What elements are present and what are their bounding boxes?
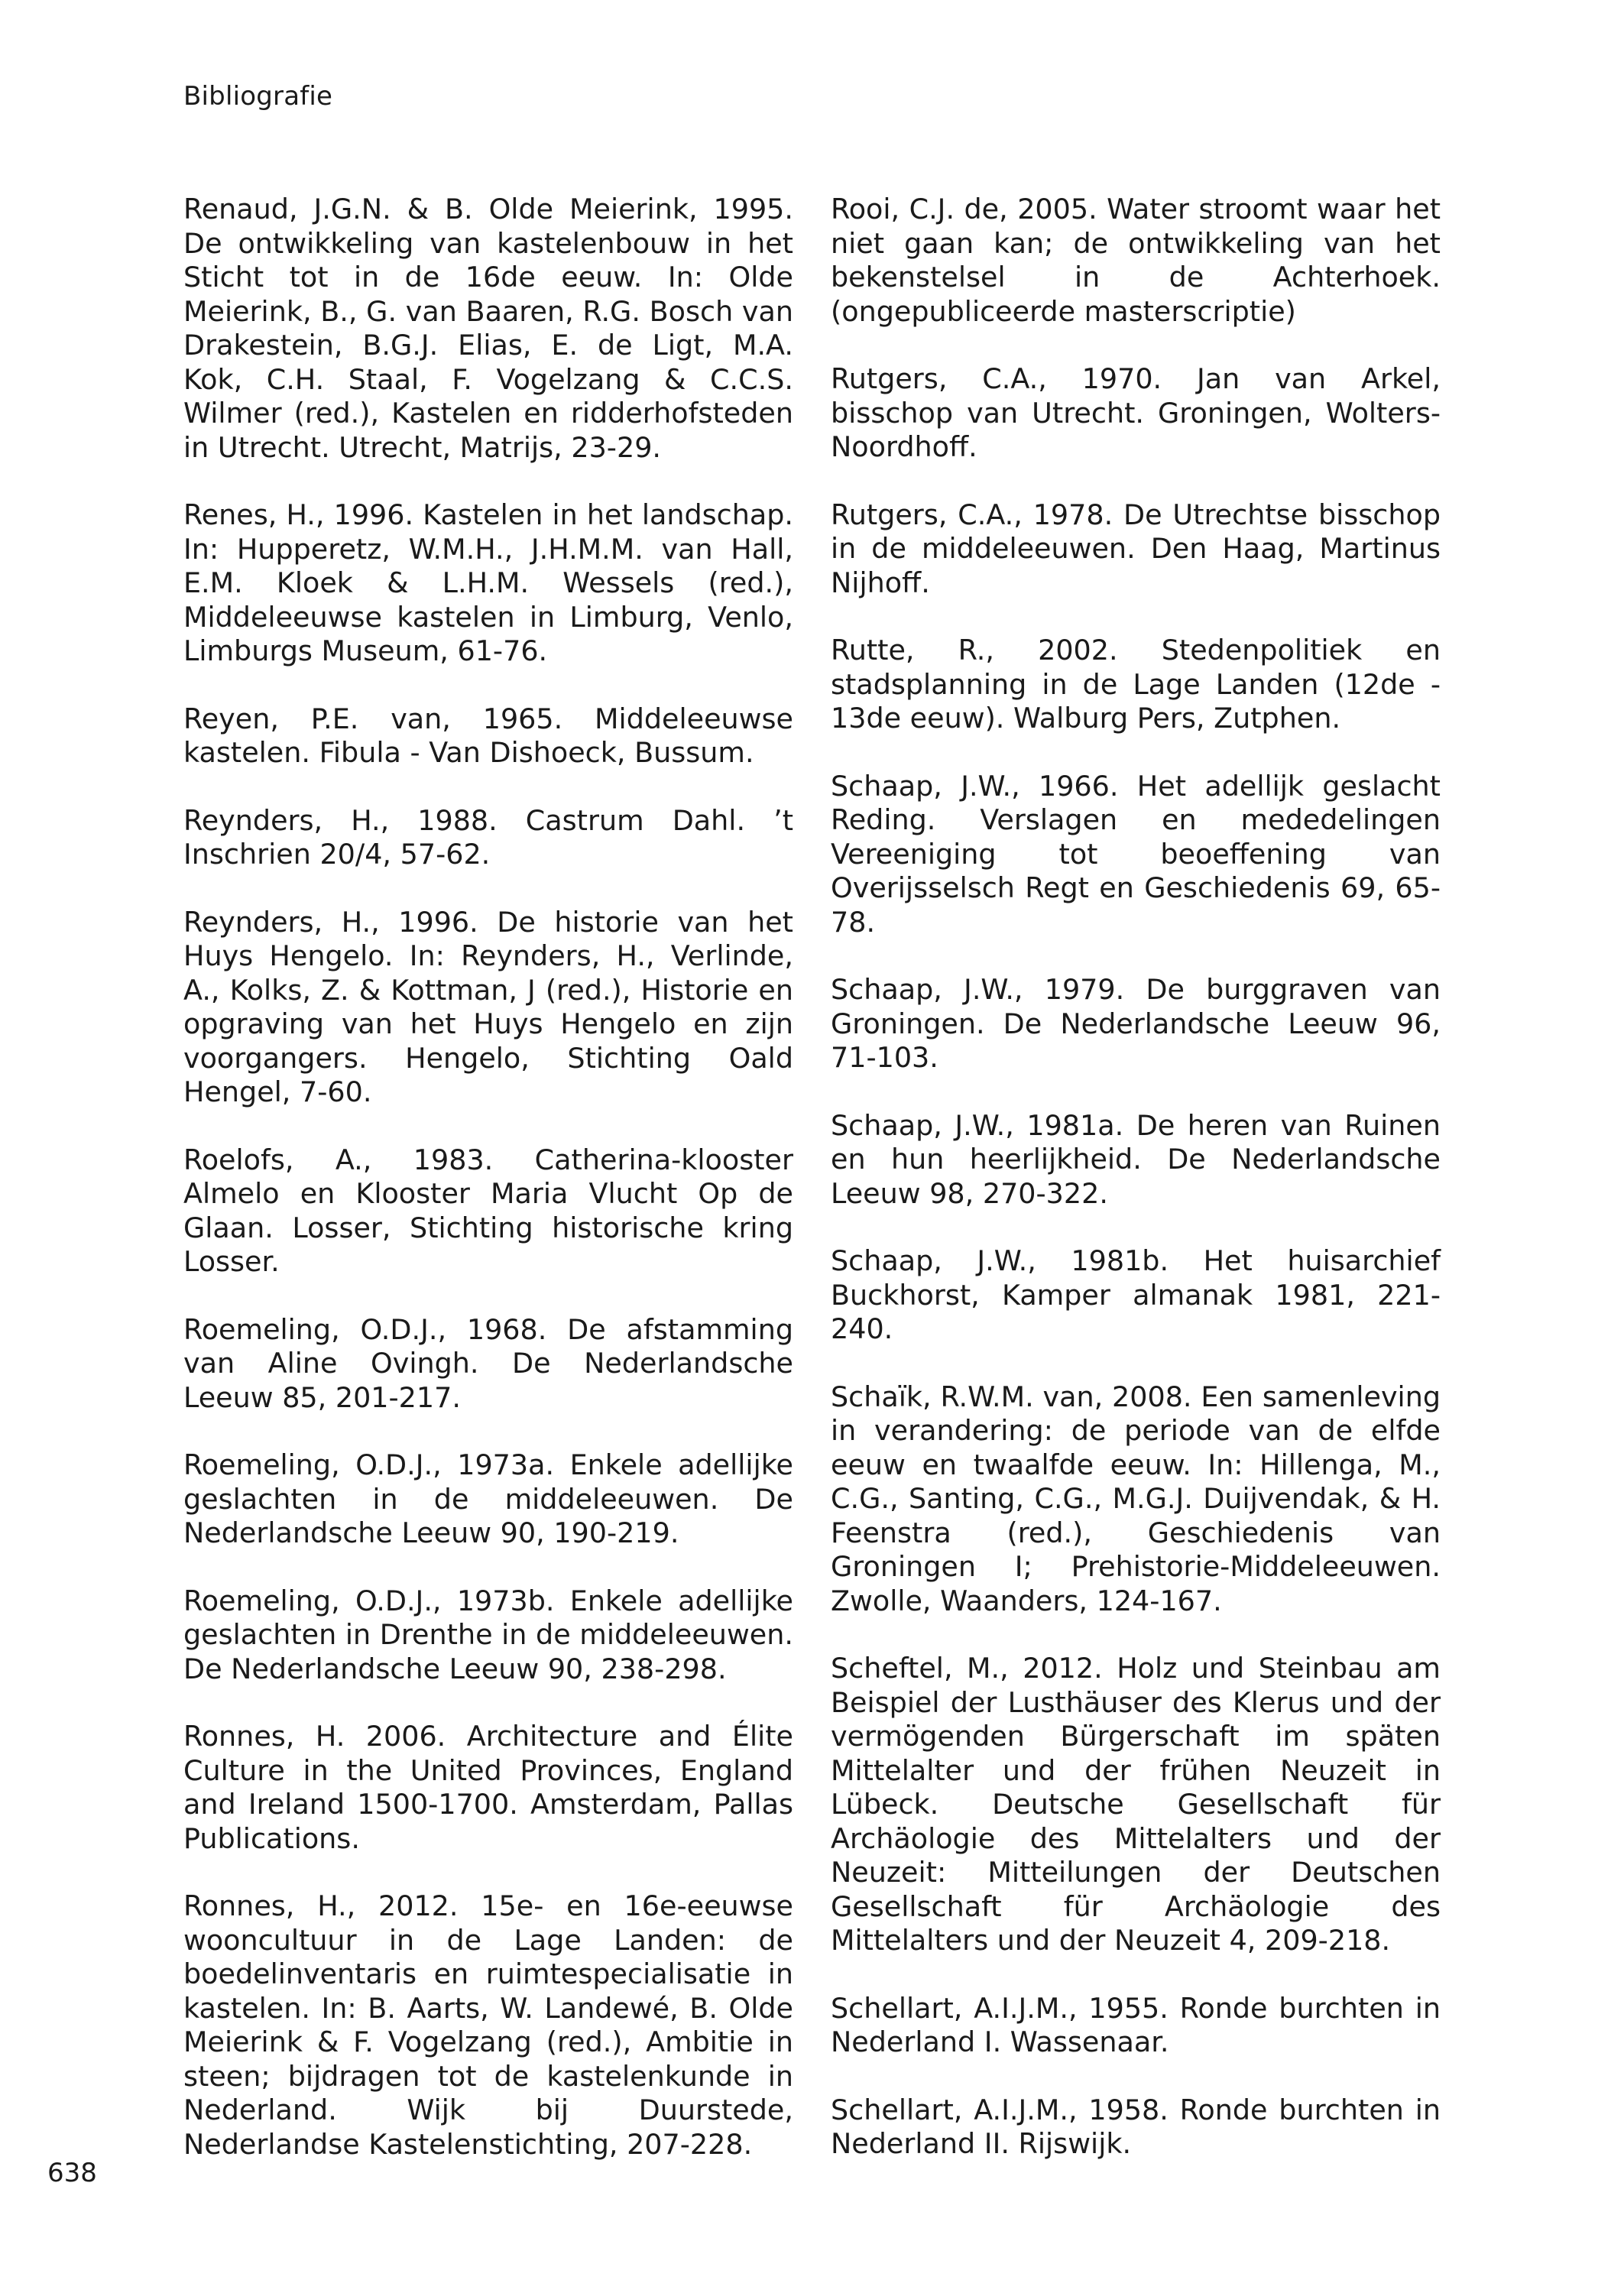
bibliography-entry: Renes, H., 1996. Kastelen in het landschap. In: Hupperetz, W.M.H., J.H.M.M. van Hall, E.M. Kloek & L.H.M. Wessels (red.), Middeleeuwse kastelen in Limburg, Venlo, Limburgs Museum, 61-76. — [183, 498, 793, 667]
bibliography-entry: Rutte, R., 2002. Stedenpolitiek en stadsplanning in de Lage Landen (12de - 13de eeuw). Walburg Pers, Zutphen. — [831, 634, 1441, 735]
bibliography-column-right — [831, 193, 1441, 2195]
bibliography-entry: Reynders, H., 1988. Castrum Dahl. ’t Inschrien 20/4, 57-62. — [183, 803, 793, 871]
bibliography-entry: Rutgers, C.A., 1978. De Utrechtse bisschop in de middeleeuwen. Den Haag, Martinus Nijhoff. — [831, 498, 1441, 599]
bibliography-entry: Rutgers, C.A., 1970. Jan van Arkel, bisschop van Utrecht. Groningen, Wolters-Noordhoff. — [831, 362, 1441, 463]
bibliography-entry: Rooi, C.J. de, 2005. Water stroomt waar het niet gaan kan; de ontwikkeling van het bekenstelsel in de Achterhoek. (ongepubliceerde masterscriptie) — [831, 193, 1441, 328]
bibliography-entry: Schaap, J.W., 1981a. De heren van Ruinen en hun heerlijkheid. De Nederlandsche Leeuw 98, 270-322. — [831, 1108, 1441, 1210]
bibliography-entry: Reyen, P.E. van, 1965. Middeleeuwse kastelen. Fibula - Van Dishoeck, Bussum. — [183, 702, 793, 769]
bibliography-entry: Ronnes, H. 2006. Architecture and Élite Culture in the United Provinces, England and Ireland 1500-1700. Amsterdam, Pallas Publications. — [183, 1720, 793, 1855]
running-title: Bibliografie — [183, 81, 333, 112]
bibliography-entry: Reynders, H., 1996. De historie van het Huys Hengelo. In: Reynders, H., Verlinde, A., Kolks, Z. & Kottman, J (red.), Historie en opgraving van het Huys Hengelo en zijn voorgangers. Hengelo, Stichting Oald Hengel, 7-60. — [183, 905, 793, 1108]
page-number: 638 — [47, 2158, 97, 2188]
bibliography-entry: Renaud, J.G.N. & B. Olde Meierink, 1995. De ontwikkeling van kastelenbouw in het Sticht tot in de 16de eeuw. In: Olde Meierink, B., G. van Baaren, R.G. Bosch van Drakestein, B.G.J. Elias, E. de Ligt, M.A. Kok, C.H. Staal, F. Vogelzang & C.C.S. Wilmer (red.), Kastelen en ridderhofsteden in Utrecht. Utrecht, Matrijs, 23-29. — [183, 193, 793, 464]
bibliography-entry: Schaap, J.W., 1966. Het adellijk geslacht Reding. Verslagen en mededelingen Vereeniging tot beoeffening van Overijsselsch Regt en Geschiedenis 69, 65-78. — [831, 769, 1441, 939]
bibliography-entry: Schaïk, R.W.M. van, 2008. Een samenleving in verandering: de periode van de elfde eeuw en twaalfde eeuw. In: Hillenga, M., C.G., Santing, C.G., M.G.J. Duijvendak, & H. Feenstra (red.), Geschiedenis van Groningen I; Prehistorie-Middeleeuwen. Zwolle, Waanders, 124-167. — [831, 1380, 1441, 1617]
bibliography-entry: Roemeling, O.D.J., 1968. De afstamming van Aline Ovingh. De Nederlandsche Leeuw 85, 201-217. — [183, 1312, 793, 1414]
bibliography-entry: Roemeling, O.D.J., 1973a. Enkele adellijke geslachten in de middeleeuwen. De Nederlandsche Leeuw 90, 190-219. — [183, 1448, 793, 1549]
bibliography-entry: Schellart, A.I.J.M., 1958. Ronde burchten in Nederland II. Rijswijk. — [831, 2093, 1441, 2160]
bibliography-entry: Schaap, J.W., 1979. De burggraven van Groningen. De Nederlandsche Leeuw 96, 71-103. — [831, 973, 1441, 1074]
bibliography-entry: Roemeling, O.D.J., 1973b. Enkele adellijke geslachten in Drenthe in de middeleeuwen. De Nederlandsche Leeuw 90, 238-298. — [183, 1584, 793, 1685]
bibliography-column-left — [183, 193, 793, 2195]
bibliography-entry: Schellart, A.I.J.M., 1955. Ronde burchten in Nederland I. Wassenaar. — [831, 1991, 1441, 2058]
bibliography-entry: Scheftel, M., 2012. Holz und Steinbau am Beispiel der Lusthäuser des Klerus und der vermögenden Bürgerschaft im späten Mittelalter und der frühen Neuzeit in Lübeck. Deutsche Gesellschaft für Archäologie des Mittelalters und der Neuzeit: Mitteilungen der Deutschen Gesellschaft für Archäologie des Mittelalters und der Neuzeit 4, 209-218. — [831, 1652, 1441, 1957]
bibliography-entry: Ronnes, H., 2012. 15e- en 16e-eeuwse wooncultuur in de Lage Landen: de boedelinventaris en ruimtespecialisatie in kastelen. In: B. Aarts, W. Landewé, B. Olde Meierink & F. Vogelzang (red.), Ambitie in steen; bijdragen tot de kastelenkunde in Nederland. Wijk bij Duurstede, Nederlandse Kastelenstichting, 207-228. — [183, 1889, 793, 2161]
bibliography-entry: Schaap, J.W., 1981b. Het huisarchief Buckhorst, Kamper almanak 1981, 221-240. — [831, 1244, 1441, 1345]
bibliography-entry: Roelofs, A., 1983. Catherina-klooster Almelo en Klooster Maria Vlucht Op de Glaan. Losser, Stichting historische kring Losser. — [183, 1143, 793, 1278]
